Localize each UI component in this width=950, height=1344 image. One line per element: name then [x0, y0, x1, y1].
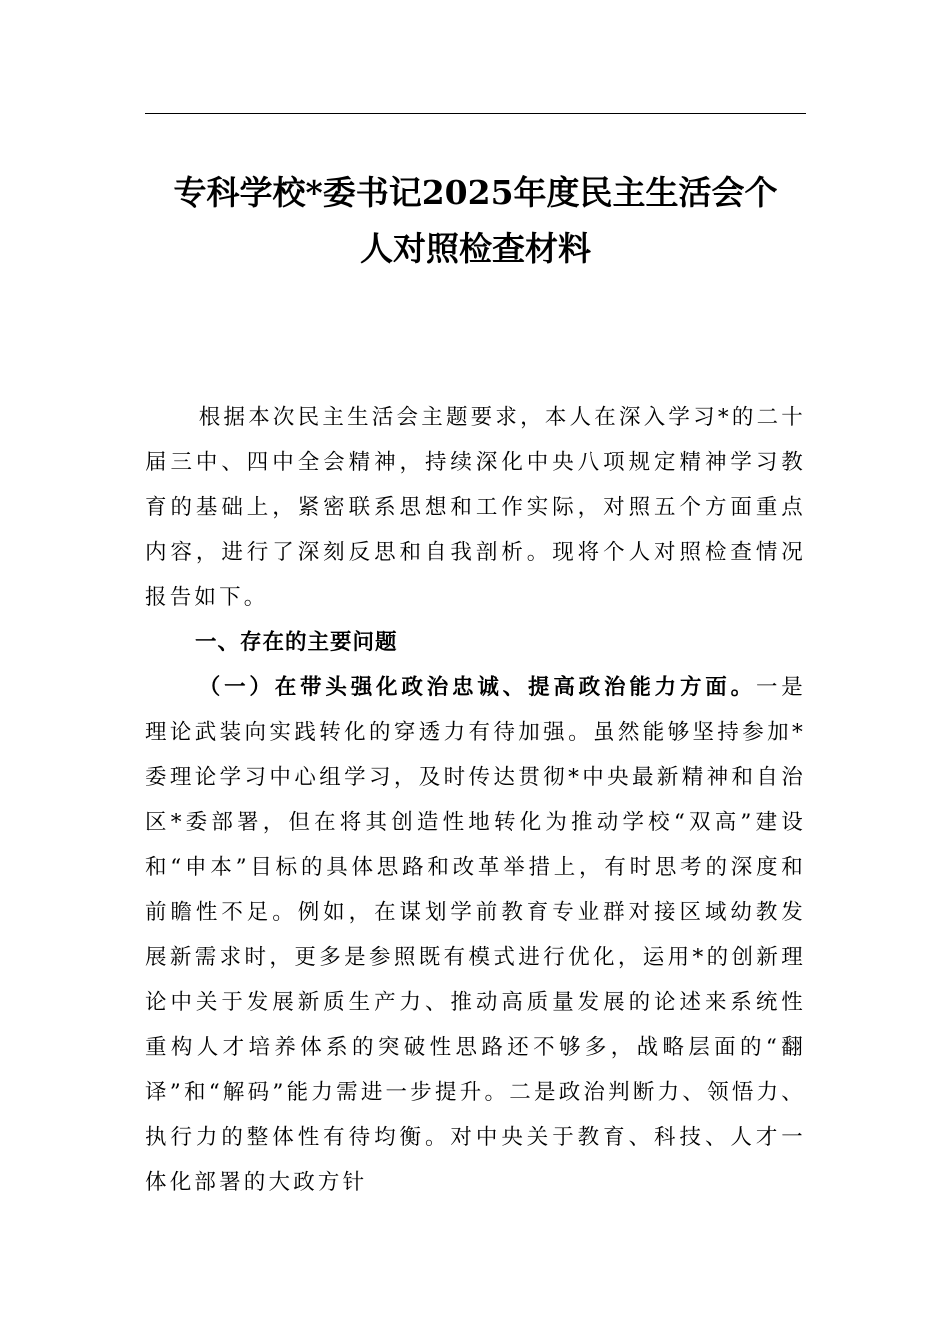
section-heading-problems: 一、存在的主要问题	[195, 630, 398, 655]
intro-paragraph: 根据本次民主生活会主题要求，本人在深入学习*的二十届三中、四中全会精神，持续深化中央八项规定精神学习教育的基础上，紧密联系思想和工作实际，对照五个方面重点内容，进行了深刻反思和自我剖析。现将个人对照检查情况报告如下。	[145, 405, 806, 610]
title-line-2: 人对照检查材料	[360, 229, 591, 268]
subsection-body: 一是理论武装向实践转化的穿透力有待加强。虽然能够坚持参加*委理论学习中心组学习，及时传达贯彻*中央最新精神和自治区*委部署，但在将其创造性地转化为推动学校“双高”建设和“申本”目标的具体思路和改革举措上，有时思考的深度和前瞻性不足。例如，在谋划学前教育专业群对接区域幼教发展新需求时，更多是参照既有模式进行优化，运用*的创新理论中关于发展新质生产力、推动高质量发展的论述来系统性重构人才培养体系的突破性思路还不够多，战略层面的“翻译”和“解码”能力需进一步提升。二是政治判断力、领悟力、执行力的整体性有待均衡。对中央关于教育、科技、人才一体化部署的大政方针	[145, 675, 806, 1195]
subsection-paragraph	[145, 665, 806, 1205]
document-title	[145, 165, 806, 277]
document-body	[145, 395, 806, 1205]
header-rule	[145, 113, 806, 114]
subsection-heading: （一）在带头强化政治忠诚、提高政治能力方面。	[198, 675, 756, 700]
title-line-1: 专科学校*委书记2025年度民主生活会个	[173, 173, 778, 212]
